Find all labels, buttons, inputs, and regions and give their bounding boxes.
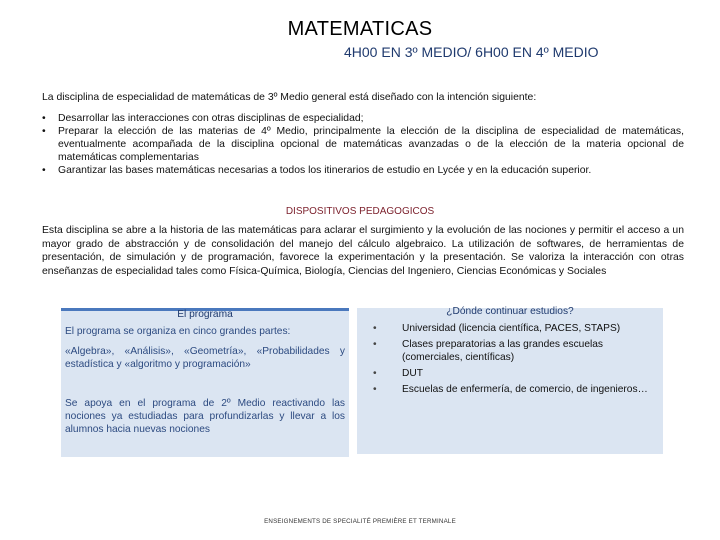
list-item-text: Desarrollar las interacciones con otras disciplinas de especialidad; <box>58 113 364 124</box>
program-line: «Algebra», «Análisis», «Geometría», «Probabilidades y estadística y «algoritmo y programación» <box>65 346 345 370</box>
page-title: MATEMATICAS <box>287 18 433 40</box>
bullet-icon: • <box>42 126 46 137</box>
bullet-icon: • <box>373 384 377 395</box>
list-item <box>42 125 684 164</box>
intro-text: La disciplina de especialidad de matemáticas de 3º Medio general está diseñado con la intención siguiente: <box>42 92 537 103</box>
list-item <box>369 322 659 335</box>
list-item-text: Escuelas de enfermería, de comercio, de ingenieros… <box>402 384 648 395</box>
program-panel: El programa El programa se organiza en cinco grandes partes: «Algebra», «Análisis», «Geometría», «Probabilidades y estadística y «algoritmo y programación» Se apoya en el programa de 2º Medio reactivando las nociones ya estudiadas para profundizarlas y llevar a los alumnos hacia nuevas nociones <box>61 308 349 457</box>
page-subtitle: 4H00 EN 3º MEDIO/ 6H00 EN 4º MEDIO <box>344 44 599 60</box>
section-title: DISPOSITIVOS PEDAGOGICOS <box>285 206 435 217</box>
list-item-text: DUT <box>402 368 423 379</box>
bullet-icon: • <box>42 165 46 176</box>
list-item-text: Preparar la elección de las materias de 4º Medio, principalmente la elección de la disciplina de especialidad de matemáticas, eventualmente acompañada de la disciplina opcional de matemáticas avanzadas o de la elección de la materia opcional de matemáticas complementarias <box>58 126 684 163</box>
list-item <box>369 367 659 380</box>
list-item-text: Clases preparatorias a las grandes escuelas (comerciales, científicas) <box>402 339 604 363</box>
list-item-text: Universidad (licencia científica, PACES, STAPS) <box>402 323 621 334</box>
section-paragraph: Esta disciplina se abre a la historia de las matemáticas para aclarar el surgimiento y la evolución de las nociones y permitir el acceso a un mayor grado de abstracción y de consolidación del manejo del cálculo algebraico. La utilización de softwares, de herramientas de presentación, de simulación y de programación, favorece la experimentación y la presentación. Se valoriza la interacción con otras enseñanzas de especialidad tales como Física-Química, Biología, Ciencias del Ingeniero, Ciencias Económicas y Sociales <box>42 225 684 277</box>
bullet-icon: • <box>373 323 377 334</box>
continue-studies-panel: ¿Dónde continuar estudios? • Universidad (licencia científica, PACES, STAPS) • Clases preparatorias a las grandes escuelas (comerciales, científicas) • DUT • Escuelas de enfermería, de comercio, de ingenieros… <box>357 308 663 454</box>
list-item-text: Garantizar las bases matemáticas necesarias a todos los itinerarios de estudio en Lycée y en la educación superior. <box>58 165 592 176</box>
bullet-icon: • <box>373 339 377 350</box>
program-line: Se apoya en el programa de 2º Medio reactivando las nociones ya estudiadas para profundizarlas y llevar a los alumnos hacia nuevas nociones <box>65 398 345 435</box>
list-item <box>42 112 684 125</box>
list-item <box>42 164 684 177</box>
page-footer: ENSEIGNEMENTS DE SPECIALITÉ PREMIÈRE ET TERMINALE <box>264 518 456 525</box>
program-line: El programa se organiza en cinco grandes partes: <box>65 326 291 337</box>
objectives-list <box>42 112 684 177</box>
list-item <box>369 338 659 364</box>
continue-list <box>369 322 659 399</box>
bullet-icon: • <box>42 113 46 124</box>
list-item <box>369 383 659 396</box>
bullet-icon: • <box>373 368 377 379</box>
